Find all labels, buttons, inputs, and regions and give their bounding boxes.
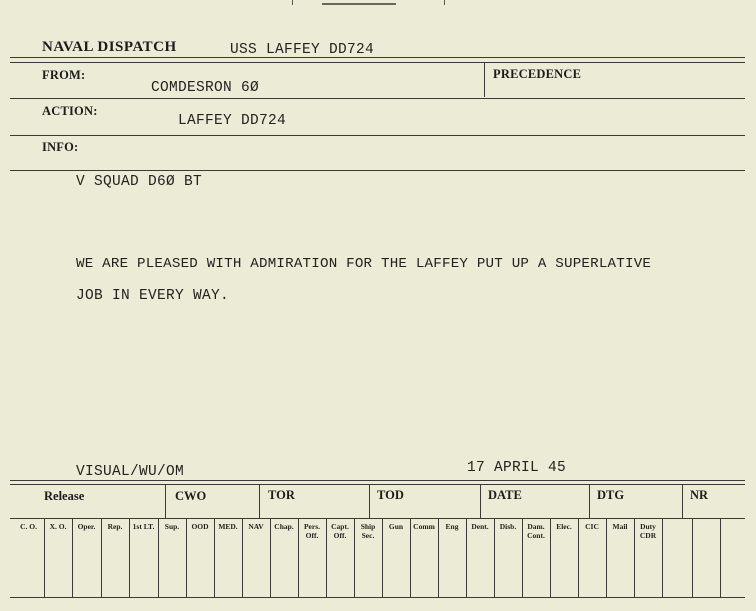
column-divider: [720, 518, 721, 597]
column-divider: [270, 518, 271, 597]
release-label: Release: [44, 489, 85, 503]
precedence-label: PRECEDENCE: [493, 67, 582, 81]
column-label: Mail: [612, 522, 628, 531]
column-label: Rep.: [107, 522, 123, 531]
column-divider: [438, 518, 439, 597]
column-divider: [578, 518, 579, 597]
column-label: Ship Sec.: [360, 522, 376, 540]
form-title: NAVAL DISPATCH: [42, 39, 177, 55]
column-divider: [298, 518, 299, 597]
column-label: CIC: [585, 522, 599, 531]
cwo-label: CWO: [175, 489, 207, 503]
nr-label: NR: [690, 488, 709, 502]
precedence-divider: [484, 63, 485, 97]
dtg-label: DTG: [597, 488, 625, 502]
grid-divider: [165, 484, 166, 518]
column-label: Oper.: [77, 522, 96, 531]
column-divider: [466, 518, 467, 597]
column-label: Capt. Off.: [331, 522, 349, 540]
routing-text: VISUAL/WU/OM: [76, 464, 185, 480]
column-divider: [326, 518, 327, 597]
date-label: DATE: [488, 488, 522, 502]
rule-header-top: [10, 57, 745, 58]
column-divider: [354, 518, 355, 597]
column-label: C. O.: [20, 522, 37, 531]
column-divider: [662, 518, 663, 597]
column-label: NAV: [248, 522, 264, 531]
column-label: Duty CDR: [639, 522, 657, 540]
message-line-3: JOB IN EVERY WAY.: [76, 288, 230, 304]
column-divider: [72, 518, 73, 597]
rule-header-bottom: [10, 62, 745, 63]
column-label: Elec.: [556, 522, 572, 531]
info-label: INFO:: [42, 140, 79, 154]
column-label: X. O.: [49, 522, 67, 531]
action-value: LAFFEY DD724: [178, 113, 287, 129]
tod-label: TOD: [377, 488, 404, 502]
column-label: Gun: [388, 522, 404, 531]
grid-divider: [480, 484, 481, 518]
column-divider: [692, 518, 693, 597]
column-divider: [410, 518, 411, 597]
tor-label: TOR: [268, 488, 295, 502]
column-divider: [214, 518, 215, 597]
column-divider: [158, 518, 159, 597]
column-divider: [522, 518, 523, 597]
column-label: Disb.: [499, 522, 517, 531]
column-divider: [550, 518, 551, 597]
column-divider: [101, 518, 102, 597]
column-divider: [186, 518, 187, 597]
action-label: ACTION:: [42, 104, 98, 118]
column-label: Dent.: [471, 522, 489, 531]
column-label: Chap.: [274, 522, 294, 531]
grid-divider: [259, 484, 260, 518]
grid-divider: [369, 484, 370, 518]
column-divider: [606, 518, 607, 597]
column-label: OOD: [191, 522, 209, 531]
typed-date: 17 APRIL 45: [467, 460, 567, 476]
rule-grid-top-2: [10, 484, 745, 485]
column-label: MED.: [218, 522, 238, 531]
column-label: Eng: [445, 522, 459, 531]
top-tick-mark: [292, 0, 293, 5]
grid-divider: [682, 484, 683, 518]
from-value: COMDESRON 6Ø: [151, 80, 260, 96]
column-divider: [494, 518, 495, 597]
top-tick-mark: [444, 0, 445, 5]
column-label: Sup.: [164, 522, 180, 531]
top-dash-mark: [322, 3, 396, 5]
column-divider: [242, 518, 243, 597]
column-divider: [129, 518, 130, 597]
grid-divider: [589, 484, 590, 518]
column-label: 1st LT.: [132, 522, 155, 531]
column-divider: [44, 518, 45, 597]
ship-name: USS LAFFEY DD724: [230, 42, 375, 58]
rule-columns-bottom: [10, 597, 745, 598]
message-line-2: WE ARE PLEASED WITH ADMIRATION FOR THE LAFFEY PUT UP A SUPERLATIVE: [76, 256, 652, 272]
column-label: Comm: [413, 522, 435, 531]
rule-action-bottom: [10, 135, 745, 136]
column-label: Dam. Cont.: [527, 522, 545, 540]
from-label: FROM:: [42, 68, 86, 82]
rule-from-bottom: [10, 98, 745, 99]
column-label: Pers. Off.: [303, 522, 321, 540]
message-line-1: V SQUAD D6Ø BT: [76, 174, 203, 190]
rule-info-bottom: [10, 170, 745, 171]
column-divider: [634, 518, 635, 597]
rule-grid-top-1: [10, 480, 745, 481]
column-divider: [382, 518, 383, 597]
